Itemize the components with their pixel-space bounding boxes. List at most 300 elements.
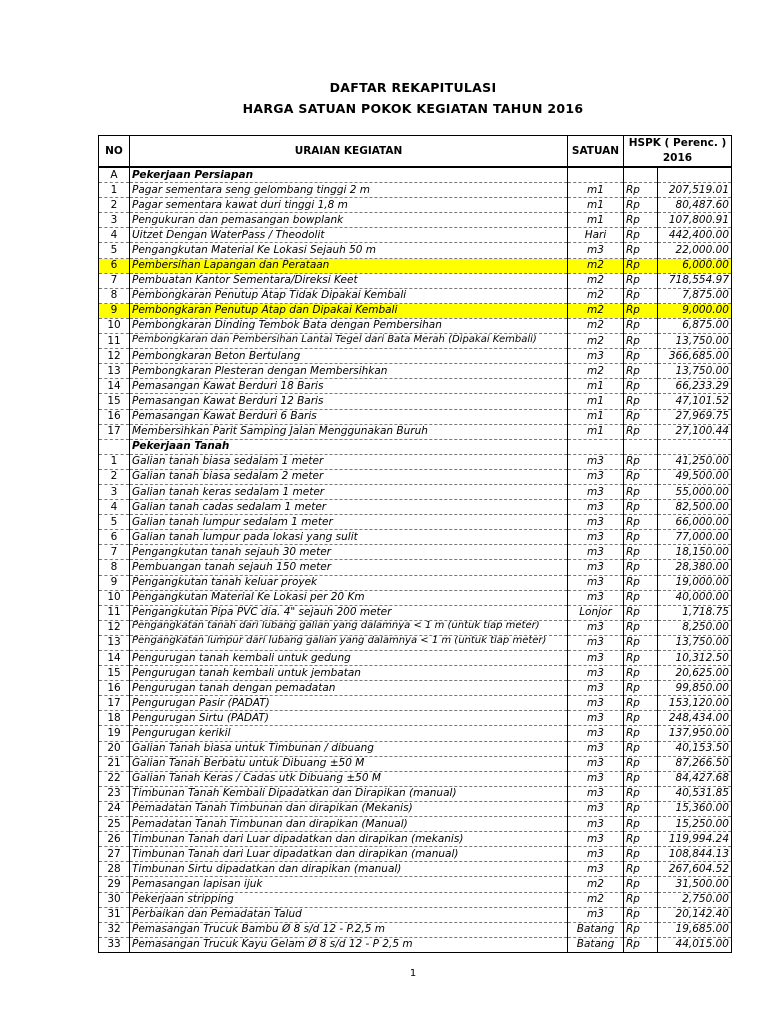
row-currency: Rp: [624, 213, 658, 228]
row-number: 1: [99, 454, 130, 469]
row-price: 267,604.52: [658, 862, 732, 877]
row-number: 11: [99, 334, 130, 349]
row-unit: m3: [568, 560, 624, 575]
row-description: Pengangkutan Material Ke Lokasi Sejauh 50 m: [130, 243, 568, 258]
row-currency: [624, 439, 658, 454]
row-currency: Rp: [624, 288, 658, 303]
row-number: 22: [99, 771, 130, 786]
row-currency: Rp: [624, 515, 658, 530]
row-unit: m2: [568, 318, 624, 333]
row-currency: Rp: [624, 303, 658, 318]
table-row: [99, 605, 732, 620]
row-currency: Rp: [624, 937, 658, 952]
row-number: 21: [99, 756, 130, 771]
table-row: [99, 409, 732, 424]
row-description: Pemasangan Trucuk Kayu Gelam Ø 8 s/d 12 - P 2,5 m: [130, 937, 568, 952]
row-price: 207,519.01: [658, 183, 732, 198]
table-row: [99, 907, 732, 922]
row-currency: Rp: [624, 334, 658, 349]
row-price: 77,000.00: [658, 530, 732, 545]
row-description: Pemasangan lapisan ijuk: [130, 877, 568, 892]
row-unit: m2: [568, 877, 624, 892]
table-row: [99, 198, 732, 213]
row-description-text: Pengangkatan tanah dari lubang galian yang dalamnya < 1 m (untuk tiap meter): [132, 620, 540, 632]
section-title: Pekerjaan Persiapan: [130, 167, 568, 183]
row-number: 14: [99, 379, 130, 394]
row-unit: m2: [568, 273, 624, 288]
row-unit: Batang: [568, 937, 624, 952]
row-currency: Rp: [624, 273, 658, 288]
row-price: 2,750.00: [658, 892, 732, 907]
table-row: [99, 635, 732, 650]
row-description: Pengangkutan tanah keluar proyek: [130, 575, 568, 590]
row-currency: Rp: [624, 711, 658, 726]
row-currency: Rp: [624, 424, 658, 439]
row-number: 15: [99, 666, 130, 681]
row-description: Galian Tanah biasa untuk Timbunan / dibuang: [130, 741, 568, 756]
row-price: 9,000.00: [658, 303, 732, 318]
row-currency: Rp: [624, 454, 658, 469]
row-description: Pengurugan tanah kembali untuk jembatan: [130, 666, 568, 681]
table-row: [99, 379, 732, 394]
row-description: Galian tanah lumpur pada lokasi yang sulit: [130, 530, 568, 545]
row-currency: Rp: [624, 847, 658, 862]
row-number: 11: [99, 605, 130, 620]
row-unit: m3: [568, 515, 624, 530]
row-unit: m3: [568, 741, 624, 756]
row-price: 15,360.00: [658, 801, 732, 816]
row-description: Pembongkaran Beton Bertulang: [130, 349, 568, 364]
row-description: Pemadatan Tanah Timbunan dan dirapikan (Mekanis): [130, 801, 568, 816]
table-row: [99, 243, 732, 258]
row-description: Pembersihan Lapangan dan Perataan: [130, 258, 568, 273]
row-number: 12: [99, 349, 130, 364]
row-unit: m3: [568, 681, 624, 696]
row-price: 40,000.00: [658, 590, 732, 605]
row-number: 8: [99, 288, 130, 303]
row-description: Pembongkaran Dinding Tembok Bata dengan Pembersihan: [130, 318, 568, 333]
row-unit: m3: [568, 349, 624, 364]
table-row: [99, 454, 732, 469]
row-currency: Rp: [624, 681, 658, 696]
row-number: 7: [99, 273, 130, 288]
row-price: 20,625.00: [658, 666, 732, 681]
row-price: 47,101.52: [658, 394, 732, 409]
row-description: Pengukuran dan pemasangan bowplank: [130, 213, 568, 228]
row-unit: m3: [568, 484, 624, 499]
header-uraian: URAIAN KEGIATAN: [130, 136, 568, 168]
row-description: Pengurugan Pasir (PADAT): [130, 696, 568, 711]
row-unit: m3: [568, 696, 624, 711]
section-row: [99, 439, 732, 454]
header-no: NO: [99, 136, 130, 168]
row-price: 6,875.00: [658, 318, 732, 333]
row-price: [658, 439, 732, 454]
document-subtitle: HARGA SATUAN POKOK KEGIATAN TAHUN 2016: [242, 101, 584, 116]
row-currency: Rp: [624, 635, 658, 650]
row-description: Pembongkaran Penutup Atap Tidak Dipakai Kembali: [130, 288, 568, 303]
row-currency: Rp: [624, 801, 658, 816]
row-unit: Hari: [568, 228, 624, 243]
row-description: Galian tanah keras sedalam 1 meter: [130, 484, 568, 499]
row-currency: Rp: [624, 892, 658, 907]
row-unit: m3: [568, 500, 624, 515]
row-number: 16: [99, 681, 130, 696]
row-description: Pembongkaran Penutup Atap dan Dipakai Kembali: [130, 303, 568, 318]
table-row: [99, 651, 732, 666]
row-unit: m2: [568, 364, 624, 379]
header-hspk: [624, 136, 732, 168]
row-number: 15: [99, 394, 130, 409]
row-price: 107,800.91: [658, 213, 732, 228]
row-price: 22,000.00: [658, 243, 732, 258]
row-number: 9: [99, 303, 130, 318]
table-row: [99, 681, 732, 696]
row-unit: m3: [568, 786, 624, 801]
row-currency: Rp: [624, 409, 658, 424]
row-unit: m3: [568, 832, 624, 847]
row-number: 14: [99, 651, 130, 666]
row-description: Pemasangan Kawat Berduri 12 Baris: [130, 394, 568, 409]
row-unit: m3: [568, 847, 624, 862]
table-row: [99, 500, 732, 515]
row-unit: m3: [568, 469, 624, 484]
row-unit: Lonjor: [568, 605, 624, 620]
row-price: 44,015.00: [658, 937, 732, 952]
table-row: [99, 786, 732, 801]
row-number: 30: [99, 892, 130, 907]
row-number: 13: [99, 364, 130, 379]
row-currency: Rp: [624, 877, 658, 892]
row-currency: Rp: [624, 651, 658, 666]
row-number: 17: [99, 696, 130, 711]
row-currency: Rp: [624, 922, 658, 937]
row-description: Uitzet Dengan WaterPass / Theodolit: [130, 228, 568, 243]
row-description: Membersihkan Parit Samping Jalan Menggunakan Buruh: [130, 424, 568, 439]
row-number: 12: [99, 620, 130, 635]
table-row: [99, 469, 732, 484]
row-unit: [568, 167, 624, 183]
row-description: Galian Tanah Keras / Cadas utk Dibuang ±50 M: [130, 771, 568, 786]
table-row: [99, 771, 732, 786]
row-currency: Rp: [624, 575, 658, 590]
table-row: [99, 817, 732, 832]
table-row: [99, 832, 732, 847]
row-description: Galian tanah cadas sedalam 1 meter: [130, 500, 568, 515]
row-price: 27,969.75: [658, 409, 732, 424]
row-price: [658, 167, 732, 183]
row-price: 248,434.00: [658, 711, 732, 726]
row-currency: Rp: [624, 605, 658, 620]
row-price: 19,685.00: [658, 922, 732, 937]
section-row: [99, 167, 732, 183]
row-description: Pekerjaan stripping: [130, 892, 568, 907]
row-description: Timbunan Tanah Kembali Dipadatkan dan Dirapikan (manual): [130, 786, 568, 801]
header-hspk-year: 2016: [662, 152, 693, 164]
row-unit: m1: [568, 213, 624, 228]
row-unit: m3: [568, 635, 624, 650]
row-currency: Rp: [624, 741, 658, 756]
row-description: [130, 334, 568, 349]
row-currency: Rp: [624, 666, 658, 681]
row-description-text: Pengangkatan lumpur dari lubang galian yang dalamnya < 1 m (untuk tiap meter): [132, 635, 547, 647]
table-row: [99, 575, 732, 590]
row-number: 9: [99, 575, 130, 590]
row-currency: Rp: [624, 500, 658, 515]
table-row: [99, 666, 732, 681]
row-number: 17: [99, 424, 130, 439]
table-row: [99, 862, 732, 877]
row-unit: m2: [568, 258, 624, 273]
row-number: [99, 439, 130, 454]
row-description: Pengurugan Sirtu (PADAT): [130, 711, 568, 726]
table-row: [99, 756, 732, 771]
row-price: 80,487.60: [658, 198, 732, 213]
row-number: 3: [99, 213, 130, 228]
row-price: 153,120.00: [658, 696, 732, 711]
table-header-row: [99, 136, 732, 168]
table-row: [99, 620, 732, 635]
row-currency: Rp: [624, 484, 658, 499]
row-number: 4: [99, 228, 130, 243]
row-description: Pemasangan Kawat Berduri 18 Baris: [130, 379, 568, 394]
table-row: [99, 288, 732, 303]
row-price: 87,266.50: [658, 756, 732, 771]
row-description: Pembongkaran Plesteran dengan Membersihkan: [130, 364, 568, 379]
row-unit: [568, 439, 624, 454]
row-number: A: [99, 167, 130, 183]
row-price: 31,500.00: [658, 877, 732, 892]
table-row: [99, 726, 732, 741]
row-number: 10: [99, 318, 130, 333]
row-number: 18: [99, 711, 130, 726]
row-unit: m3: [568, 545, 624, 560]
table-row: [99, 590, 732, 605]
row-unit: m3: [568, 711, 624, 726]
row-price: 13,750.00: [658, 635, 732, 650]
row-currency: Rp: [624, 318, 658, 333]
row-price: 1,718.75: [658, 605, 732, 620]
row-unit: m1: [568, 183, 624, 198]
row-unit: m1: [568, 379, 624, 394]
table-row: [99, 258, 732, 273]
row-number: 5: [99, 515, 130, 530]
row-unit: m1: [568, 424, 624, 439]
table-row: [99, 892, 732, 907]
row-currency: Rp: [624, 726, 658, 741]
row-number: 5: [99, 243, 130, 258]
row-description: [130, 620, 568, 635]
row-description: Galian tanah lumpur sedalam 1 meter: [130, 515, 568, 530]
table-body: [99, 167, 732, 952]
row-number: 23: [99, 786, 130, 801]
row-unit: m3: [568, 575, 624, 590]
row-currency: Rp: [624, 907, 658, 922]
row-currency: Rp: [624, 469, 658, 484]
table-row: [99, 530, 732, 545]
table-row: [99, 394, 732, 409]
row-price: 6,000.00: [658, 258, 732, 273]
row-description: Pengangkutan Material Ke Lokasi per 20 Km: [130, 590, 568, 605]
row-number: 20: [99, 741, 130, 756]
row-number: 24: [99, 801, 130, 816]
row-currency: Rp: [624, 183, 658, 198]
row-description: Pengurugan tanah dengan pemadatan: [130, 681, 568, 696]
table-row: [99, 741, 732, 756]
row-number: 10: [99, 590, 130, 605]
row-number: 19: [99, 726, 130, 741]
table-row: [99, 183, 732, 198]
row-unit: Batang: [568, 922, 624, 937]
row-price: 84,427.68: [658, 771, 732, 786]
row-number: 1: [99, 183, 130, 198]
table-row: [99, 318, 732, 333]
table-row: [99, 515, 732, 530]
row-description: Pagar sementara seng gelombang tinggi 2 m: [130, 183, 568, 198]
row-unit: m2: [568, 334, 624, 349]
row-description: Pemasangan Trucuk Bambu Ø 8 s/d 12 - P.2,5 m: [130, 922, 568, 937]
row-unit: m2: [568, 892, 624, 907]
row-currency: Rp: [624, 696, 658, 711]
row-currency: Rp: [624, 530, 658, 545]
row-currency: Rp: [624, 786, 658, 801]
row-price: 66,000.00: [658, 515, 732, 530]
row-number: 7: [99, 545, 130, 560]
row-currency: Rp: [624, 832, 658, 847]
row-unit: m2: [568, 303, 624, 318]
row-currency: Rp: [624, 620, 658, 635]
row-description: Pengurugan tanah kembali untuk gedung: [130, 651, 568, 666]
row-price: 20,142.40: [658, 907, 732, 922]
row-number: 32: [99, 922, 130, 937]
row-price: 15,250.00: [658, 817, 732, 832]
row-unit: m3: [568, 243, 624, 258]
header-satuan: SATUAN: [568, 136, 624, 168]
row-currency: Rp: [624, 817, 658, 832]
row-price: 40,153.50: [658, 741, 732, 756]
table-row: [99, 847, 732, 862]
row-price: 28,380.00: [658, 560, 732, 575]
row-price: 442,400.00: [658, 228, 732, 243]
row-unit: m3: [568, 862, 624, 877]
row-currency: Rp: [624, 590, 658, 605]
table-row: [99, 424, 732, 439]
row-description: Pemasangan Kawat Berduri 6 Baris: [130, 409, 568, 424]
row-price: 40,531.85: [658, 786, 732, 801]
row-currency: Rp: [624, 771, 658, 786]
row-price: 137,950.00: [658, 726, 732, 741]
row-unit: m3: [568, 666, 624, 681]
row-description: Pengurugan kerikil: [130, 726, 568, 741]
row-number: 31: [99, 907, 130, 922]
table-row: [99, 922, 732, 937]
row-description: [130, 635, 568, 650]
row-price: 119,994.24: [658, 832, 732, 847]
row-description: Pembuangan tanah sejauh 150 meter: [130, 560, 568, 575]
row-description: Pemadatan Tanah Timbunan dan dirapikan (Manual): [130, 817, 568, 832]
row-description: Pembuatan Kantor Sementara/Direksi Keet: [130, 273, 568, 288]
row-description: Timbunan Tanah dari Luar dipadatkan dan dirapikan (manual): [130, 847, 568, 862]
row-unit: m1: [568, 198, 624, 213]
table-row: [99, 937, 732, 952]
row-number: 8: [99, 560, 130, 575]
row-currency: Rp: [624, 862, 658, 877]
row-description: Galian tanah biasa sedalam 2 meter: [130, 469, 568, 484]
row-price: 41,250.00: [658, 454, 732, 469]
row-price: 66,233.29: [658, 379, 732, 394]
row-currency: Rp: [624, 364, 658, 379]
row-unit: m3: [568, 801, 624, 816]
row-unit: m1: [568, 409, 624, 424]
row-description: Galian tanah biasa sedalam 1 meter: [130, 454, 568, 469]
row-currency: Rp: [624, 756, 658, 771]
row-currency: Rp: [624, 243, 658, 258]
row-number: 28: [99, 862, 130, 877]
document-title: DAFTAR REKAPITULASI: [329, 80, 497, 95]
row-number: 13: [99, 635, 130, 650]
row-currency: Rp: [624, 560, 658, 575]
row-number: 6: [99, 530, 130, 545]
table-row: [99, 560, 732, 575]
table-row: [99, 484, 732, 499]
row-price: 13,750.00: [658, 364, 732, 379]
row-price: 366,685.00: [658, 349, 732, 364]
table-row: [99, 364, 732, 379]
row-description: Timbunan Sirtu dipadatkan dan dirapikan (manual): [130, 862, 568, 877]
row-unit: m3: [568, 454, 624, 469]
row-number: 26: [99, 832, 130, 847]
row-number: 33: [99, 937, 130, 952]
row-number: 3: [99, 484, 130, 499]
row-unit: m3: [568, 651, 624, 666]
table-row: [99, 228, 732, 243]
row-unit: m3: [568, 756, 624, 771]
row-price: 7,875.00: [658, 288, 732, 303]
row-price: 82,500.00: [658, 500, 732, 515]
row-unit: m1: [568, 394, 624, 409]
header-hspk-label: HSPK ( Perenc. ): [628, 137, 727, 149]
table-row: [99, 213, 732, 228]
page-number: 1: [409, 968, 417, 979]
row-price: 19,000.00: [658, 575, 732, 590]
table-row: [99, 303, 732, 318]
row-number: 16: [99, 409, 130, 424]
row-unit: m3: [568, 620, 624, 635]
row-unit: m3: [568, 726, 624, 741]
row-unit: m3: [568, 817, 624, 832]
row-price: 718,554.97: [658, 273, 732, 288]
table-row: [99, 696, 732, 711]
row-currency: Rp: [624, 228, 658, 243]
row-unit: m3: [568, 771, 624, 786]
row-description-text: Pembongkaran dan Pembersihan Lantai Tegel dari Bata Merah (Dipakai Kembali): [132, 333, 537, 345]
row-currency: Rp: [624, 258, 658, 273]
table-row: [99, 334, 732, 349]
row-number: 6: [99, 258, 130, 273]
row-price: 49,500.00: [658, 469, 732, 484]
row-description: Timbunan Tanah dari Luar dipadatkan dan dirapikan (mekanis): [130, 832, 568, 847]
row-number: 25: [99, 817, 130, 832]
row-price: 99,850.00: [658, 681, 732, 696]
table-row: [99, 349, 732, 364]
row-price: 10,312.50: [658, 651, 732, 666]
row-unit: m3: [568, 590, 624, 605]
row-number: 2: [99, 198, 130, 213]
row-number: 4: [99, 500, 130, 515]
row-price: 13,750.00: [658, 334, 732, 349]
table-row: [99, 711, 732, 726]
row-description: Pengangkutan Pipa PVC dia. 4" sejauh 200 meter: [130, 605, 568, 620]
